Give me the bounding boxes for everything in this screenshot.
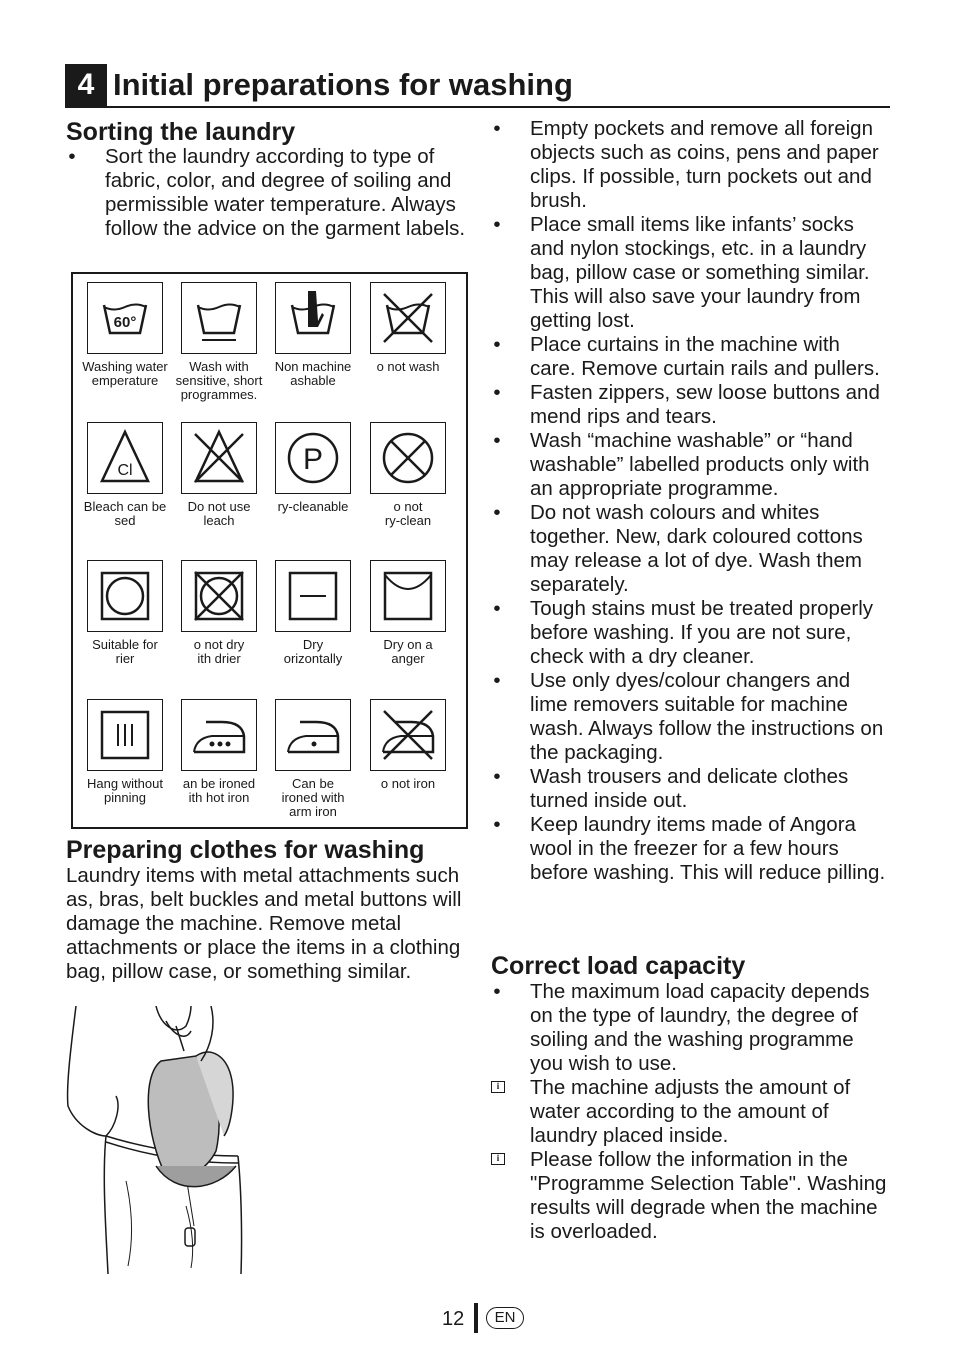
preparation-checklist <box>491 117 891 885</box>
info-icon: i <box>491 1081 505 1093</box>
bullet-text: Please follow the information in the "Programme Selection Table". Washing results will degrade when the machine is overloaded. <box>530 1148 887 1243</box>
care-symbol-label: o not wash <box>376 359 440 374</box>
care-symbol-label: Non machine ashable <box>274 359 352 388</box>
bullet-item <box>491 813 891 885</box>
bullet-text: Tough stains must be treated properly before washing. If you are not sure, check with a dry cleaner. <box>530 597 873 668</box>
care-symbol-label: o not ry-clean <box>384 499 432 528</box>
bullet-mark: • <box>493 117 501 140</box>
bullet-item <box>491 669 891 765</box>
bullet-item <box>491 213 891 333</box>
chapter-header <box>65 64 890 108</box>
load-capacity-heading: Correct load capacity <box>491 952 746 980</box>
info-icon: i <box>491 1153 505 1165</box>
bullet-mark: • <box>493 429 501 452</box>
bullet-item <box>491 765 891 813</box>
sorting-list <box>66 145 466 241</box>
bullet-text: Wash “machine washable” or “hand washable” labelled products only with an appropriate programme. <box>530 429 870 500</box>
iron-hot-icon <box>181 699 257 771</box>
bullet-text: Fasten zippers, sew loose buttons and mend rips and tears. <box>530 381 880 428</box>
bullet-item <box>491 980 891 1076</box>
bullet-mark: • <box>493 381 501 404</box>
page-footer <box>0 1303 954 1333</box>
sorting-text: Sort the laundry according to type of fabric, color, and degree of soiling and permissible water temperature. Always follow the advice on the garment labels. <box>105 145 466 240</box>
bullet-item <box>491 597 891 669</box>
bullet-mark: • <box>493 765 501 788</box>
bullet-mark: • <box>493 501 501 524</box>
info-note-item <box>491 1148 891 1244</box>
bullet-text: The maximum load capacity depends on the type of laundry, the degree of soiling and the washing programme you wish to use. <box>530 980 870 1075</box>
bullet-mark: • <box>493 813 501 836</box>
bullet-item <box>491 381 891 429</box>
language-badge: EN <box>486 1307 524 1329</box>
sorting-heading: Sorting the laundry <box>66 118 296 146</box>
info-note-item <box>491 1076 891 1148</box>
bullet-text: Empty pockets and remove all foreign objects such as coins, pens and paper clips. If possible, turn pockets out and brush. <box>530 117 879 212</box>
bullet-item <box>491 429 891 501</box>
care-symbol-label: Can be ironed with arm iron <box>281 776 345 819</box>
bullet-item <box>491 501 891 597</box>
no-tumble-dry-icon <box>181 560 257 632</box>
bullet-text: Keep laundry items made of Angora wool in the freezer for a few hours before washing. This will reduce pilling. <box>530 813 886 884</box>
bleach-icon <box>87 422 163 494</box>
iron-warm-icon <box>275 699 351 771</box>
bullet-mark: • <box>493 213 501 236</box>
dry-flat-icon <box>275 560 351 632</box>
care-symbol-label: o not iron <box>380 776 436 791</box>
care-symbol-label: Dry on a anger <box>383 637 433 666</box>
chapter-number: 4 <box>65 64 107 106</box>
care-symbol-label: ry-cleanable <box>277 499 349 514</box>
care-symbol-label: Washing water emperature <box>82 359 168 388</box>
line-dry-icon <box>370 560 446 632</box>
bullet-mark: • <box>493 597 501 620</box>
care-symbol-label: Do not use leach <box>187 499 251 528</box>
chapter-title: Initial preparations for washing <box>113 67 573 102</box>
sorting-bullet-item <box>66 145 466 241</box>
no-dry-clean-icon <box>370 422 446 494</box>
bullet-text: Place small items like infants’ socks and nylon stockings, etc. in a laundry bag, pillow case or something similar. This will also save your laundry from getting lost. <box>530 213 870 332</box>
bullet-item <box>491 117 891 213</box>
symbol-marking: 60° <box>113 314 137 331</box>
care-symbol-label: Suitable for rier <box>92 637 158 666</box>
bullet-text: Use only dyes/colour changers and lime removers suitable for machine wash. Always follow the instructions on the packaging. <box>530 669 884 764</box>
bullet-text: Do not wash colours and whites together. New, dark coloured cottons may release a lot of dye. Wash them separately. <box>530 501 863 596</box>
preparing-heading: Preparing clothes for washing <box>66 836 425 864</box>
care-symbol-label: Dry orizontally <box>283 637 343 666</box>
no-iron-icon <box>370 699 446 771</box>
bullet-text: The machine adjusts the amount of water according to the amount of laundry placed inside. <box>530 1076 851 1147</box>
do-not-wash-icon <box>370 282 446 354</box>
care-symbol-label: o not dry ith drier <box>193 637 245 666</box>
no-bleach-icon <box>181 422 257 494</box>
symbol-marking: Cl <box>117 462 133 479</box>
care-symbol-table <box>71 272 468 829</box>
care-symbol-label: Wash with sensitive, short programmes. <box>175 359 263 402</box>
page-number: 12 <box>442 1308 465 1330</box>
bullet-text: Wash trousers and delicate clothes turned inside out. <box>530 765 849 812</box>
drip-dry-icon <box>87 699 163 771</box>
tumble-dry-icon <box>87 560 163 632</box>
bullet-item <box>491 333 891 381</box>
symbol-marking: P <box>302 443 324 476</box>
dry-clean-icon <box>275 422 351 494</box>
wash-gentle-icon <box>181 282 257 354</box>
preparing-text: Laundry items with metal attachments such as, bras, belt buckles and metal buttons will damage the machine. Remove metal attachments or place the items in a clothing bag, pillow case, or something similar. <box>66 864 462 983</box>
bullet-mark: • <box>493 980 501 1003</box>
care-symbol-label: an be ironed ith hot iron <box>182 776 256 805</box>
laundry-bag-illustration <box>66 1006 246 1274</box>
bullet-mark: • <box>493 333 501 356</box>
hand-wash-icon <box>275 282 351 354</box>
care-symbol-label: Hang without pinning <box>87 776 163 805</box>
load-capacity-list <box>491 980 891 1244</box>
care-symbol-label: Bleach can be sed <box>83 499 167 528</box>
bullet-mark: • <box>493 669 501 692</box>
bullet-mark: • <box>68 145 76 168</box>
footer-divider <box>474 1303 478 1333</box>
wash-60-icon <box>87 282 163 354</box>
bullet-text: Place curtains in the machine with care. Remove curtain rails and pullers. <box>530 333 880 380</box>
